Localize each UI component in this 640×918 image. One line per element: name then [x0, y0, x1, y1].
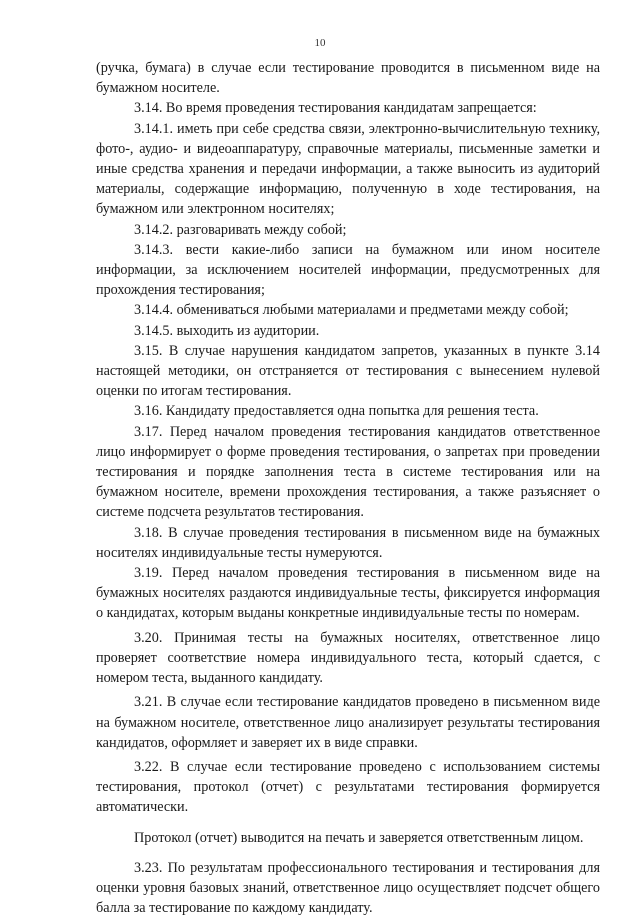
paragraph-3-15: 3.15. В случае нарушения кандидатом запретов, указанных в пункте 3.14 настоящей методики, он отстраняется от тестирования с вынесением нулевой оценки по итогам тестирования. [96, 342, 600, 400]
paragraph-3-14-1: 3.14.1. иметь при себе средства связи, электронно-вычислительную технику, фото-, аудио- и видеоаппаратуру, справочные материалы, письменные заметки и иные средства хранения и передачи информации, а также выносить из аудиторий материалы, содержащие информацию, полученную в ходе тестирования, на бумажном или электронном носителях; [96, 120, 600, 218]
paragraph-3-14-3: 3.14.3. вести какие-либо записи на бумажном или ином носителе информации, за исключением носителей информации, предусмотренных для прохождения тестирования; [96, 241, 600, 299]
page-number: 10 [314, 37, 326, 49]
paragraph-cont: (ручка, бумага) в случае если тестирование проводится в письменном виде на бумажном носителе. [96, 60, 600, 97]
paragraph-3-19: 3.19. Перед началом проведения тестирования в письменном виде на бумажных носителях раздаются индивидуальные тесты, фиксируется информация о кандидатах, которым выданы конкретные индивидуальные тесты по номерам. [96, 565, 600, 622]
paragraph-3-20: 3.20. Принимая тесты на бумажных носителях, ответственное лицо проверяет соответствие номера индивидуального теста, который сдается, с номером теста, выданного кандидату. [96, 629, 600, 687]
paragraph-protocol: Протокол (отчет) выводится на печать и заверяется ответственным лицом. [134, 829, 584, 846]
paragraph-3-18: 3.18. В случае проведения тестирования в письменном виде на бумажных носителях индивидуальные тесты нумеруются. [96, 524, 600, 561]
paragraph-3-14-4: 3.14.4. обмениваться любыми материалами и предметами между собой; [134, 302, 569, 319]
paragraph-3-16: 3.16. Кандидату предоставляется одна попытка для решения теста. [134, 403, 539, 420]
paragraph-3-14-5: 3.14.5. выходить из аудитории. [134, 322, 320, 339]
document-body [96, 58, 600, 918]
paragraph-3-14: 3.14. Во время проведения тестирования кандидатам запрещается: [134, 100, 537, 117]
paragraph-3-22: 3.22. В случае если тестирование проведено с использованием системы тестирования, протокол (отчет) с результатами тестирования формируется автоматически. [96, 758, 600, 816]
paragraph-3-14-2: 3.14.2. разговаривать между собой; [134, 221, 347, 238]
paragraph-3-23: 3.23. По результатам профессионального тестирования и тестирования для оценки уровня базовых знаний, ответственное лицо осуществляет подсчет общего балла за тестирование по каждому кандидату. [96, 859, 600, 917]
paragraph-3-17: 3.17. Перед началом проведения тестирования кандидатов ответственное лицо информирует о форме проведения тестирования, о запретах при проведении тестирования и порядке заполнения теста в системе тестирования или на бумажном носителе, времени прохождения тестирования, а также разъясняет о системе подсчета результатов тестирования. [96, 423, 600, 521]
paragraph-3-21: 3.21. В случае если тестирование кандидатов проведено в письменном виде на бумажном носителе, ответственное лицо анализирует результаты тестирования кандидатов, оформляет и заверяет их в виде справки. [96, 694, 600, 751]
